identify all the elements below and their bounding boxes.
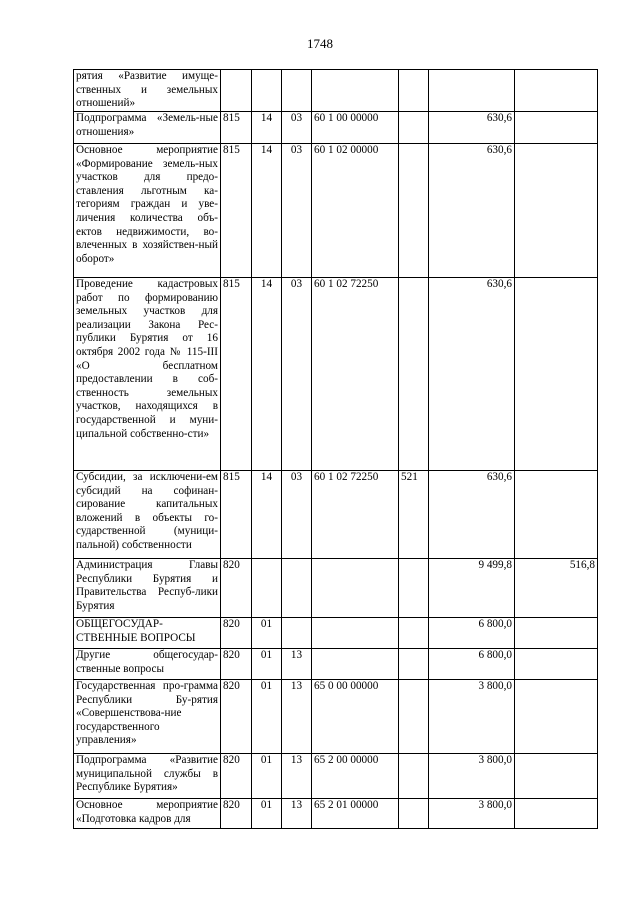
target-article-cell <box>312 649 399 680</box>
amount-secondary-cell <box>515 649 598 680</box>
target-article-cell: 65 0 00 00000 <box>312 680 399 754</box>
table-row <box>74 559 598 618</box>
section-cell: 01 <box>252 680 282 754</box>
subsection-cell: 13 <box>282 649 312 680</box>
expense-type-cell <box>399 144 429 278</box>
amount-cell: 630,6 <box>429 112 515 144</box>
amount-cell: 3 800,0 <box>429 680 515 754</box>
expense-type-cell <box>399 799 429 829</box>
expense-type-cell <box>399 618 429 649</box>
amount-cell: 9 499,8 <box>429 559 515 618</box>
target-article-cell: 60 1 02 00000 <box>312 144 399 278</box>
item-name-cell: Администрация Главы Республики Бурятия и Правительства Респуб-лики Бурятия <box>74 559 221 618</box>
subsection-cell: 03 <box>282 278 312 471</box>
amount-secondary-cell <box>515 278 598 471</box>
admin-code-cell: 820 <box>221 649 252 680</box>
expense-type-cell <box>399 754 429 799</box>
table-row <box>74 144 598 278</box>
table-row <box>74 278 598 471</box>
item-name-cell: Государственная про-грамма Республики Бу-рятия «Совершенствова-ние государственного управления» <box>74 680 221 754</box>
section-cell: 01 <box>252 618 282 649</box>
admin-code-cell <box>221 70 252 112</box>
subsection-cell: 13 <box>282 754 312 799</box>
subsection-cell <box>282 70 312 112</box>
target-article-cell <box>312 618 399 649</box>
item-name-cell: рятия «Развитие имуще-ственных и земельных отношений» <box>74 70 221 112</box>
amount-cell <box>429 70 515 112</box>
table-body <box>74 70 598 829</box>
amount-cell: 3 800,0 <box>429 799 515 829</box>
expense-type-cell <box>399 112 429 144</box>
budget-table <box>73 69 598 829</box>
subsection-cell: 03 <box>282 471 312 559</box>
admin-code-cell: 820 <box>221 559 252 618</box>
target-article-cell: 60 1 00 00000 <box>312 112 399 144</box>
section-cell: 14 <box>252 144 282 278</box>
expense-type-cell: 521 <box>399 471 429 559</box>
subsection-cell: 13 <box>282 799 312 829</box>
target-article-cell <box>312 559 399 618</box>
section-cell: 01 <box>252 799 282 829</box>
amount-secondary-cell: 516,8 <box>515 559 598 618</box>
amount-secondary-cell <box>515 799 598 829</box>
amount-cell: 6 800,0 <box>429 649 515 680</box>
item-name-cell: Другие общегосудар-ственные вопросы <box>74 649 221 680</box>
table-row <box>74 112 598 144</box>
expense-type-cell <box>399 559 429 618</box>
admin-code-cell: 820 <box>221 618 252 649</box>
subsection-cell: 13 <box>282 680 312 754</box>
target-article-cell: 65 2 01 00000 <box>312 799 399 829</box>
table-row <box>74 649 598 680</box>
item-name-cell: Подпрограмма «Развитие муниципальной службы в Республике Бурятия» <box>74 754 221 799</box>
subsection-cell <box>282 559 312 618</box>
amount-secondary-cell <box>515 144 598 278</box>
item-name-cell: Субсидии, за исключени-ем субсидий на софинан-сирование капитальных вложений в объекты го-сударственной (муници-пальной) собственности <box>74 471 221 559</box>
item-name-cell: Подпрограмма «Земель-ные отношения» <box>74 112 221 144</box>
amount-cell: 630,6 <box>429 144 515 278</box>
admin-code-cell: 820 <box>221 680 252 754</box>
expense-type-cell <box>399 70 429 112</box>
amount-secondary-cell <box>515 754 598 799</box>
admin-code-cell: 820 <box>221 799 252 829</box>
item-name-cell: Основное мероприятие «Подготовка кадров для <box>74 799 221 829</box>
target-article-cell: 60 1 02 72250 <box>312 471 399 559</box>
admin-code-cell: 815 <box>221 278 252 471</box>
section-cell <box>252 70 282 112</box>
section-cell: 14 <box>252 112 282 144</box>
table-row <box>74 754 598 799</box>
target-article-cell: 60 1 02 72250 <box>312 278 399 471</box>
amount-secondary-cell <box>515 618 598 649</box>
expense-type-cell <box>399 680 429 754</box>
amount-cell: 3 800,0 <box>429 754 515 799</box>
item-name-cell: Проведение кадастровых работ по формированию земельных участков для реализации Закона Рес-публики Бурятия от 16 октября 2002 года № 115-III «О бесплатном предоставлении в соб-ственность земельных участков, находящихся в государственной и муни-ципальной собственно-сти» <box>74 278 221 471</box>
table-row <box>74 680 598 754</box>
expense-type-cell <box>399 278 429 471</box>
target-article-cell: 65 2 00 00000 <box>312 754 399 799</box>
page-number: 1748 <box>307 36 333 51</box>
amount-secondary-cell <box>515 70 598 112</box>
subsection-cell <box>282 618 312 649</box>
subsection-cell: 03 <box>282 112 312 144</box>
item-name-cell: ОБЩЕГОСУДАР-СТВЕННЫЕ ВОПРОСЫ <box>74 618 221 649</box>
section-cell: 01 <box>252 754 282 799</box>
section-cell <box>252 559 282 618</box>
amount-cell: 6 800,0 <box>429 618 515 649</box>
admin-code-cell: 820 <box>221 754 252 799</box>
table-row <box>74 618 598 649</box>
section-cell: 01 <box>252 649 282 680</box>
subsection-cell: 03 <box>282 144 312 278</box>
target-article-cell <box>312 70 399 112</box>
amount-secondary-cell <box>515 112 598 144</box>
amount-cell: 630,6 <box>429 471 515 559</box>
admin-code-cell: 815 <box>221 144 252 278</box>
admin-code-cell: 815 <box>221 471 252 559</box>
amount-secondary-cell <box>515 680 598 754</box>
section-cell: 14 <box>252 471 282 559</box>
table-row <box>74 799 598 829</box>
item-name-cell: Основное мероприятие «Формирование земель-ных участков для предо-ставления льготным ка-тегориям граждан и уве-личения количества объ-ектов недвижимости, во-влеченных в хозяйствен-ный оборот» <box>74 144 221 278</box>
table-row <box>74 70 598 112</box>
admin-code-cell: 815 <box>221 112 252 144</box>
amount-cell: 630,6 <box>429 278 515 471</box>
expense-type-cell <box>399 649 429 680</box>
table-row <box>74 471 598 559</box>
section-cell: 14 <box>252 278 282 471</box>
amount-secondary-cell <box>515 471 598 559</box>
